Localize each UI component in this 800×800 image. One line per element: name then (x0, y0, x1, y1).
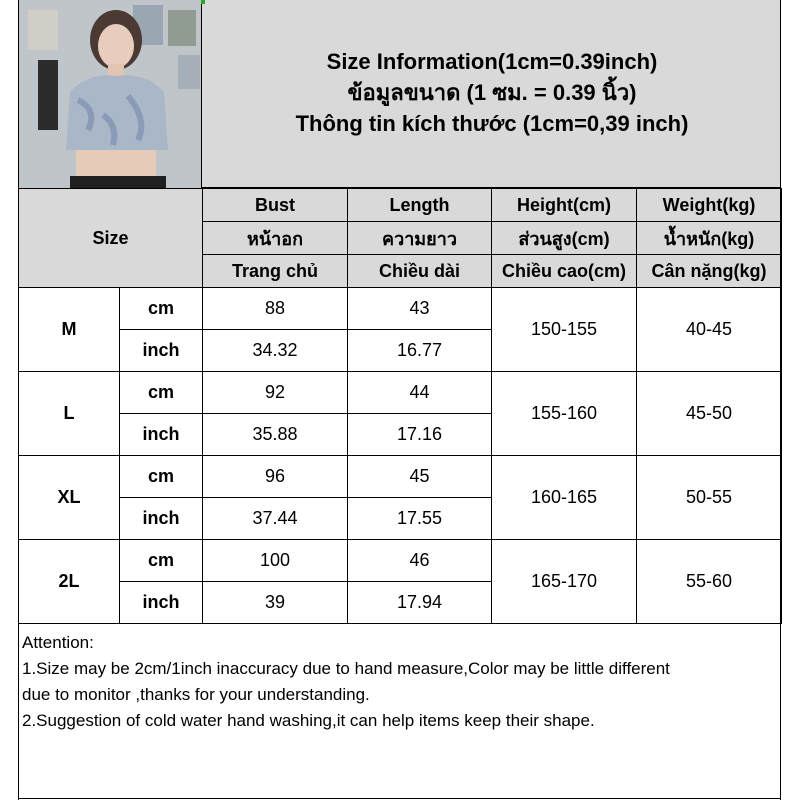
height-value: 165-170 (492, 540, 637, 624)
length-value: 17.16 (348, 414, 492, 456)
bust-value: 96 (203, 456, 348, 498)
bust-value: 34.32 (203, 330, 348, 372)
bust-value: 92 (203, 372, 348, 414)
length-value: 43 (348, 288, 492, 330)
col-weight-th: น้ำหนัก(kg) (637, 222, 782, 255)
col-bust-vi: Trang chủ (203, 255, 348, 288)
notes-line-1b: due to monitor ,thanks for your understanding. (22, 685, 370, 704)
length-value: 46 (348, 540, 492, 582)
weight-value: 40-45 (637, 288, 782, 372)
unit-label: cm (120, 372, 203, 414)
weight-value: 45-50 (637, 372, 782, 456)
col-weight-en: Weight(kg) (637, 189, 782, 222)
length-value: 45 (348, 456, 492, 498)
unit-label: inch (120, 330, 203, 372)
weight-value: 55-60 (637, 540, 782, 624)
col-length-vi: Chiều dài (348, 255, 492, 288)
length-value: 17.94 (348, 582, 492, 624)
col-height-th: ส่วนสูง(cm) (492, 222, 637, 255)
length-value: 44 (348, 372, 492, 414)
size-label: M (19, 288, 120, 372)
col-length-en: Length (348, 189, 492, 222)
unit-label: cm (120, 456, 203, 498)
col-bust-th: หน้าอก (203, 222, 348, 255)
unit-label: cm (120, 288, 203, 330)
bust-value: 100 (203, 540, 348, 582)
bust-value: 37.44 (203, 498, 348, 540)
col-weight-vi: Cân nặng(kg) (637, 255, 782, 288)
size-label: XL (19, 456, 120, 540)
col-height-vi: Chiều cao(cm) (492, 255, 637, 288)
height-value: 155-160 (492, 372, 637, 456)
notes-heading: Attention: (22, 633, 94, 652)
bust-value: 35.88 (203, 414, 348, 456)
col-bust-en: Bust (203, 189, 348, 222)
col-height-en: Height(cm) (492, 189, 637, 222)
size-label: L (19, 372, 120, 456)
col-length-th: ความยาว (348, 222, 492, 255)
size-label: 2L (19, 540, 120, 624)
length-value: 17.55 (348, 498, 492, 540)
notes-line-1a: 1.Size may be 2cm/1inch inaccuracy due to hand measure,Color may be little different (22, 659, 670, 678)
weight-value: 50-55 (637, 456, 782, 540)
size-corner-label: Size (19, 189, 203, 288)
bottom-border (18, 798, 781, 799)
length-value: 16.77 (348, 330, 492, 372)
unit-label: inch (120, 582, 203, 624)
title-english: Size Information(1cm=0.39inch) (326, 49, 658, 74)
title-vietnamese: Thông tin kích thước (1cm=0,39 inch) (295, 111, 689, 136)
unit-label: inch (120, 414, 203, 456)
height-value: 160-165 (492, 456, 637, 540)
outer-frame (18, 0, 781, 800)
bust-value: 39 (203, 582, 348, 624)
bust-value: 88 (203, 288, 348, 330)
notes-line-2: 2.Suggestion of cold water hand washing,it can help items keep their shape. (22, 711, 595, 730)
unit-label: inch (120, 498, 203, 540)
title-thai: ข้อมูลขนาด (1 ซม. = 0.39 นิ้ว) (347, 80, 637, 105)
height-value: 150-155 (492, 288, 637, 372)
unit-label: cm (120, 540, 203, 582)
